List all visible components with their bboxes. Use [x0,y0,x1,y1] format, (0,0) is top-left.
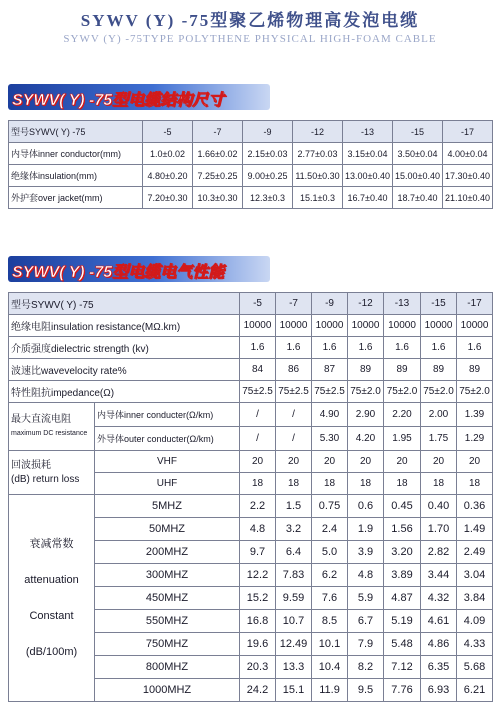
table-cell: 1.6 [276,337,312,359]
table-cell: 5.48 [384,633,421,656]
table-cell: 7.83 [276,564,312,587]
return-loss-label-en: (dB) return loss [11,473,80,485]
table-cell: 4.09 [457,610,493,633]
table-cell: 20 [276,451,312,473]
table-cell: 10000 [276,315,312,337]
frequency-label: 800MHZ [95,656,240,679]
table-cell: 4.00±0.04 [443,143,493,165]
table-cell: 1.39 [457,403,493,427]
table-cell: 75±2.5 [240,381,276,403]
table-cell: 4.8 [240,518,276,541]
table-cell: 19.6 [240,633,276,656]
table-cell: 5.68 [457,656,493,679]
table-cell: 20 [384,451,421,473]
dc-resistance-label-en: maximum DC resistance [11,429,88,437]
model-header-cell: 型号SYWV( Y) -75 [9,121,143,143]
table-cell: 4.80±0.20 [143,165,193,187]
table-cell: 5.0 [312,541,348,564]
return-loss-label-cn: 回波损耗 [11,459,51,471]
table-cell: 3.44 [421,564,457,587]
table-cell: 1.6 [384,337,421,359]
table-cell: 15.1 [276,679,312,702]
table-cell: 1.29 [457,427,493,451]
table-cell: 9.59 [276,587,312,610]
frequency-label: 300MHZ [95,564,240,587]
table-cell: 10000 [312,315,348,337]
table-cell: 75±2.0 [348,381,384,403]
model-column-header: -12 [348,293,384,315]
table-cell: / [276,427,312,451]
table-cell: 87 [312,359,348,381]
table-cell: 9.5 [348,679,384,702]
model-column-header: -5 [143,121,193,143]
model-column-header: -7 [193,121,243,143]
model-column-header: -17 [443,121,493,143]
table-cell: 10.3±0.30 [193,187,243,209]
table-cell: 2.90 [348,403,384,427]
model-header-cell: 型号SYWV( Y) -75 [9,293,240,315]
page-title: SYWV (Y) -75型聚乙烯物理高发泡电缆 [80,11,420,30]
table-cell: 75±2.0 [421,381,457,403]
table-cell: 1.0±0.02 [143,143,193,165]
table-cell: 6.21 [457,679,493,702]
table-cell: 4.32 [421,587,457,610]
model-column-header: -9 [312,293,348,315]
table-cell: 3.84 [457,587,493,610]
velocity-label: 波速比wavevelocity rate% [9,359,240,381]
table-cell: 18 [276,473,312,495]
table-cell: 2.82 [421,541,457,564]
row-label: 内导体inner conductor(mm) [9,143,143,165]
uhf-label: UHF [95,473,240,495]
table-cell: 1.70 [421,518,457,541]
table-cell: 3.20 [384,541,421,564]
model-column-header: -13 [343,121,393,143]
page-subtitle: SYWV (Y) -75TYPE POLYTHENE PHYSICAL HIGH-FOAM CABLE [63,33,437,45]
table-cell: 75±2.0 [384,381,421,403]
table-cell: 1.9 [348,518,384,541]
table-cell: 18 [312,473,348,495]
table-cell: 89 [421,359,457,381]
table-cell: 16.8 [240,610,276,633]
table-cell: 4.33 [457,633,493,656]
table-cell: 18 [240,473,276,495]
table-cell: 3.89 [384,564,421,587]
table-row [9,143,493,165]
table-cell: 86 [276,359,312,381]
table-cell: 2.2 [240,495,276,518]
table-cell: 17.30±0.40 [443,165,493,187]
section2-banner-text: SYWV( Y) -75型电缆电气性能 [12,264,225,281]
table-cell: 11.50±0.30 [293,165,343,187]
table-cell: 1.6 [240,337,276,359]
table-cell: 1.56 [384,518,421,541]
table-cell: 3.2 [276,518,312,541]
table-cell: 18 [348,473,384,495]
vhf-label: VHF [95,451,240,473]
dielectric-label: 介质强度dielectric strength (kv) [9,337,240,359]
impedance-label: 特性阻抗impedance(Ω) [9,381,240,403]
table-cell: 5.30 [312,427,348,451]
table-cell: 20 [240,451,276,473]
table-cell: 10000 [348,315,384,337]
model-column-header: -9 [243,121,293,143]
table-cell: 7.6 [312,587,348,610]
table-cell: 20.3 [240,656,276,679]
table-header-row [9,293,493,315]
table-cell: 9.00±0.25 [243,165,293,187]
table-cell: / [240,427,276,451]
frequency-label: 200MHZ [95,541,240,564]
table-cell: 10000 [457,315,493,337]
model-column-header: -17 [457,293,493,315]
table-cell: 2.4 [312,518,348,541]
attenuation-label [9,495,95,702]
table-cell: 10000 [421,315,457,337]
table-cell: 84 [240,359,276,381]
dc-outer-label: 外导体outer conducter(Ω/km) [95,427,240,451]
frequency-label: 450MHZ [95,587,240,610]
table-cell: 9.7 [240,541,276,564]
insulation-row [9,315,493,337]
insulation-label: 绝缘电阻insulation resistance(MΩ.km) [9,315,240,337]
model-column-header: -13 [384,293,421,315]
table-cell: / [240,403,276,427]
table-cell: 21.10±0.40 [443,187,493,209]
table-cell: 5.9 [348,587,384,610]
dc-resistance-label-cn: 最大直流电阻 [11,413,71,425]
table-cell: 7.20±0.30 [143,187,193,209]
table-cell: 6.93 [421,679,457,702]
table-cell: 15.1±0.3 [293,187,343,209]
table-cell: 0.36 [457,495,493,518]
table-cell: 2.77±0.03 [293,143,343,165]
table-cell: 4.20 [348,427,384,451]
table-cell: 3.50±0.04 [393,143,443,165]
table-cell: 5.19 [384,610,421,633]
table-cell: 1.66±0.02 [193,143,243,165]
table-cell: 4.86 [421,633,457,656]
table-cell: 15.2 [240,587,276,610]
table-cell: 2.00 [421,403,457,427]
table-cell: 11.9 [312,679,348,702]
table-cell: 10.4 [312,656,348,679]
table-cell: 7.76 [384,679,421,702]
table-header-row [9,121,493,143]
structure-dimensions-table [8,120,493,209]
table-cell: 6.4 [276,541,312,564]
table-cell: 20 [457,451,493,473]
table-cell: 0.75 [312,495,348,518]
model-column-header: -12 [293,121,343,143]
table-cell: 2.20 [384,403,421,427]
electrical-performance-table [8,292,493,702]
table-cell: 1.6 [457,337,493,359]
attenuation-label-line: 衰减常数 [29,538,74,550]
table-cell: 0.40 [421,495,457,518]
table-cell: 2.15±0.03 [243,143,293,165]
row-label: 外护套over jacket(mm) [9,187,143,209]
velocity-row [9,359,493,381]
table-cell: 1.49 [457,518,493,541]
table-cell: / [276,403,312,427]
frequency-label: 750MHZ [95,633,240,656]
table-cell: 13.3 [276,656,312,679]
table-cell: 1.5 [276,495,312,518]
table-cell: 6.7 [348,610,384,633]
table-cell: 24.2 [240,679,276,702]
table-cell: 10.1 [312,633,348,656]
table-cell: 4.61 [421,610,457,633]
attenuation-row [9,495,493,518]
frequency-label: 1000MHZ [95,679,240,702]
table-cell: 7.25±0.25 [193,165,243,187]
table-cell: 7.12 [384,656,421,679]
model-column-header: -15 [393,121,443,143]
table-cell: 6.2 [312,564,348,587]
table-cell: 13.00±0.40 [343,165,393,187]
section1-banner-text: SYWV( Y) -75型电缆结构尺寸 [12,92,225,109]
dc-inner-label: 内导体inner conducter(Ω/km) [95,403,240,427]
table-cell: 1.6 [312,337,348,359]
table-cell: 18 [457,473,493,495]
table-cell: 75±2.5 [312,381,348,403]
table-cell: 18.7±0.40 [393,187,443,209]
table-cell: 10000 [240,315,276,337]
return-loss-label [9,451,95,495]
table-cell: 89 [348,359,384,381]
table-cell: 75±2.0 [457,381,493,403]
table-cell: 89 [457,359,493,381]
table-row [9,187,493,209]
attenuation-label-line: attenuation [24,574,79,586]
table-cell: 0.6 [348,495,384,518]
table-cell: 10.7 [276,610,312,633]
model-column-header: -15 [421,293,457,315]
table-cell: 15.00±0.40 [393,165,443,187]
table-cell: 1.6 [421,337,457,359]
dielectric-row [9,337,493,359]
frequency-label: 550MHZ [95,610,240,633]
table-cell: 20 [348,451,384,473]
table-cell: 89 [384,359,421,381]
table-cell: 4.90 [312,403,348,427]
dc-inner-row [9,403,493,427]
table-cell: 3.9 [348,541,384,564]
model-column-header: -7 [276,293,312,315]
table-cell: 6.35 [421,656,457,679]
attenuation-label-line: Constant [29,610,74,622]
model-column-header: -5 [240,293,276,315]
table-cell: 3.04 [457,564,493,587]
table-cell: 8.2 [348,656,384,679]
table-cell: 20 [421,451,457,473]
dc-resistance-label [9,403,95,451]
section2-banner [8,256,270,282]
table-cell: 12.49 [276,633,312,656]
return-loss-vhf-row [9,451,493,473]
row-label: 绝缘体insulation(mm) [9,165,143,187]
table-cell: 3.15±0.04 [343,143,393,165]
attenuation-label-line: (dB/100m) [25,646,78,658]
section1-banner [8,84,270,110]
table-cell: 20 [312,451,348,473]
table-cell: 16.7±0.40 [343,187,393,209]
table-cell: 18 [421,473,457,495]
table-cell: 8.5 [312,610,348,633]
table-cell: 4.87 [384,587,421,610]
table-cell: 18 [384,473,421,495]
table-cell: 7.9 [348,633,384,656]
table-row [9,165,493,187]
table-cell: 1.75 [421,427,457,451]
table-cell: 1.95 [384,427,421,451]
table-cell: 2.49 [457,541,493,564]
table-cell: 1.6 [348,337,384,359]
table-cell: 12.3±0.3 [243,187,293,209]
table-cell: 10000 [384,315,421,337]
table-cell: 4.8 [348,564,384,587]
table-cell: 12.2 [240,564,276,587]
frequency-label: 50MHZ [95,518,240,541]
table-cell: 75±2.5 [276,381,312,403]
impedance-row [9,381,493,403]
table-cell: 0.45 [384,495,421,518]
frequency-label: 5MHZ [95,495,240,518]
